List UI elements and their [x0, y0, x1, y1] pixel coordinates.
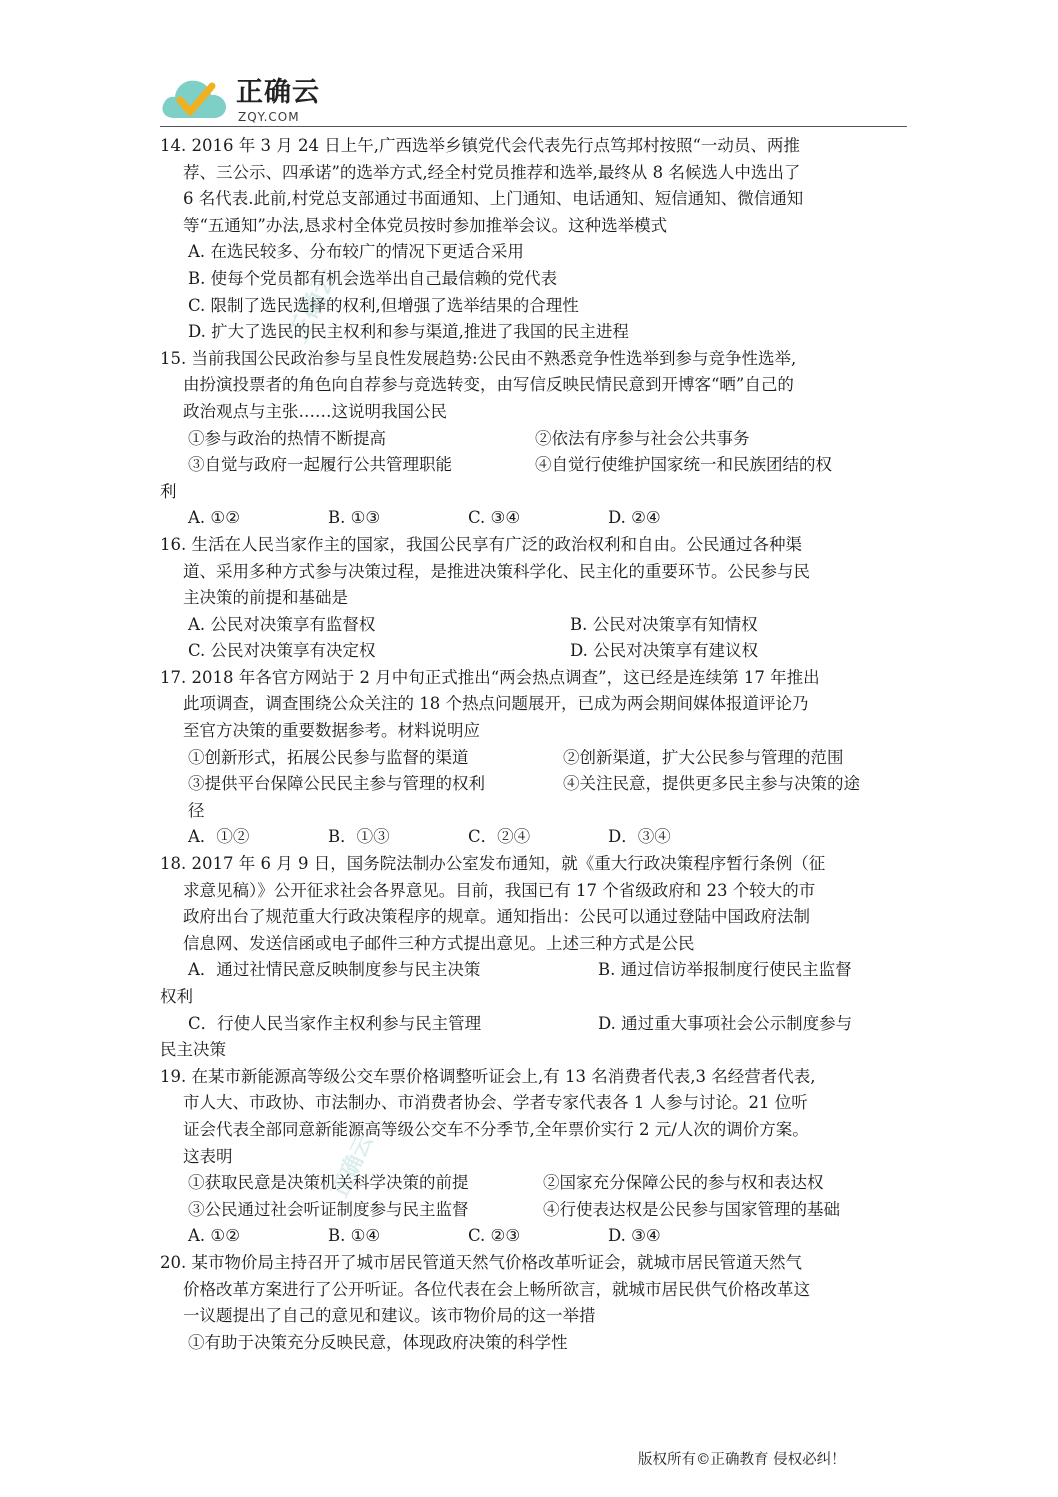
- statement: ④关注民意，提供更多民主参与决策的途: [563, 774, 860, 794]
- option-row: [160, 638, 902, 665]
- wrapped-text: 民主决策: [160, 1040, 226, 1060]
- question-text-line: 6 名代表.此前,村党总支部通过书面通知、上门通知、电话通知、短信通知、微信通知: [183, 189, 804, 209]
- answer-option: A．通过社情民意反映制度参与民主决策: [188, 960, 481, 980]
- choice: A. ①②: [188, 508, 240, 528]
- choice: C．②④: [468, 827, 531, 847]
- question-text-line: 信息网、发送信函或电子邮件三种方式提出意见。上述三种方式是公民: [183, 933, 695, 953]
- question-list: [160, 133, 902, 1356]
- answer-option: B. 使每个党员都有机会选举出自己最信赖的党代表: [188, 268, 558, 288]
- question-text-line: 政府出台了规范重大行政决策程序的规章。通知指出：公民可以通过登陆中国政府法制: [183, 907, 810, 927]
- choice: D. ③④: [608, 1226, 661, 1246]
- choice: C. ②③: [468, 1226, 521, 1246]
- question-text-line: 20. 某市物价局主持召开了城市居民管道天然气价格改革听证会，就城市居民管道天然气: [160, 1252, 802, 1272]
- statement: ①有助于决策充分反映民意，体现政府决策的科学性: [188, 1332, 568, 1352]
- question-text-line: 19. 在某市新能源高等级公交车票价格调整听证会上,有 13 名消费者代表,3 名经营者代表,: [160, 1066, 816, 1086]
- question-text-line: 18. 2017 年 6 月 9 日，国务院法制办公室发布通知，就《重大行政决策程序暂行条例（征: [160, 854, 826, 874]
- question-text-line: 政治观点与主张……这说明我国公民: [183, 401, 447, 421]
- option-row: [160, 1011, 902, 1038]
- answer-option: A. 在选民较多、分布较广的情况下更适合采用: [188, 242, 524, 262]
- choice: B．①③: [328, 827, 390, 847]
- question-text-line: 此项调查，调查围绕公众关注的 18 个热点问题展开，已成为两会期间媒体报道评论乃: [183, 694, 809, 714]
- statement-row: [160, 1197, 902, 1224]
- choice: A. ①②: [188, 1226, 240, 1246]
- question-15: [160, 346, 902, 532]
- answer-option: C．行使人民当家作主权利参与民主管理: [188, 1013, 482, 1033]
- statement: ②依法有序参与社会公共事务: [535, 428, 750, 448]
- statement: ④行使表达权是公民参与国家管理的基础: [543, 1199, 840, 1219]
- question-text-line: 16. 生活在人民当家作主的国家，我国公民享有广泛的政治权利和自由。公民通过各种渠: [160, 534, 802, 554]
- wrapped-text: 利: [160, 481, 177, 501]
- watermark: 正确云: [283, 263, 344, 348]
- answer-option: A. 公民对决策享有监督权: [188, 614, 376, 634]
- answer-option: C. 公民对决策享有决定权: [188, 641, 376, 661]
- choice: D．③④: [608, 827, 671, 847]
- wrapped-text: 径: [188, 800, 205, 820]
- question-text-line: 市人大、市政协、市法制办、市消费者协会、学者专家代表各 1 人参与讨论。21 位听: [183, 1093, 808, 1113]
- question-text-line: 这表明: [183, 1146, 233, 1166]
- watermark: 正确云: [327, 1131, 379, 1202]
- option-row: [160, 612, 902, 639]
- question-19: [160, 1064, 902, 1250]
- answer-option: D. 公民对决策享有建议权: [570, 641, 759, 661]
- question-text-line: 14. 2016 年 3 月 24 日上午,广西选举乡镇党代会代表先行点笃邦村按照“一动员、两推: [160, 136, 800, 155]
- statement-row: [160, 771, 902, 798]
- choice: A．①②: [188, 827, 250, 847]
- cloud-check-icon: [160, 74, 228, 122]
- page-header: [160, 74, 907, 128]
- question-17: [160, 665, 902, 851]
- question-text-line: 至官方决策的重要数据参考。材料说明应: [183, 721, 480, 741]
- statement-row: [160, 426, 902, 453]
- choice: B. ①④: [328, 1226, 381, 1246]
- question-text-line: 一议题提出了自己的意见和建议。该市物价局的这一举措: [183, 1306, 596, 1326]
- answer-option: D. 通过重大事项社会公示制度参与: [598, 1013, 853, 1033]
- option-row: [160, 957, 902, 984]
- statement-row: [160, 745, 902, 772]
- question-text-line: 17. 2018 年各官方网站于 2 月中旬正式推出“两会热点调查”，这已经是连续第 17 年推出: [160, 667, 820, 687]
- choice: D. ②④: [608, 508, 661, 528]
- question-text-line: 证会代表全部同意新能源高等级公交车不分季节,全年票价实行 2 元/人次的调价方案。: [183, 1119, 809, 1139]
- question-text-line: 15. 当前我国公民政治参与呈良性发展趋势:公民由不熟悉竞争性选举到参与竞争性选举,: [160, 348, 797, 368]
- question-text-line: 等“五通知”办法,恳求村全体党员按时参加推举会议。这种选举模式: [183, 215, 668, 235]
- statement: ④自觉行使维护国家统一和民族团结的权: [535, 455, 832, 475]
- answer-option: B. 公民对决策享有知情权: [570, 614, 758, 634]
- question-14: [160, 133, 902, 346]
- answer-option: B. 通过信访举报制度行使民主监督: [598, 960, 852, 980]
- answer-option: C. 限制了选民选择的权利,但增强了选举结果的合理性: [188, 295, 579, 315]
- brand-name: 正确云: [236, 77, 320, 108]
- question-text-line: 价格改革方案进行了公开听证。各位代表在会上畅所欲言，就城市居民供气价格改革这: [183, 1279, 810, 1299]
- question-18: [160, 851, 902, 1064]
- wrapped-text: 权利: [160, 987, 193, 1006]
- statement-row: [160, 1170, 902, 1197]
- choice: B. ①③: [328, 508, 381, 528]
- statement: ③自觉与政府一起履行公共管理职能: [188, 455, 452, 475]
- statement: ②国家充分保障公民的参与权和表达权: [543, 1173, 824, 1193]
- statement: ③公民通过社会听证制度参与民主监督: [188, 1199, 469, 1219]
- brand-domain: ZQY.COM: [238, 110, 300, 124]
- statement-row: [160, 452, 902, 479]
- question-20: [160, 1250, 902, 1356]
- statement: ②创新渠道，扩大公民参与管理的范围: [563, 747, 844, 767]
- question-text-line: 主决策的前提和基础是: [183, 588, 348, 608]
- choice-row: [160, 1223, 902, 1250]
- statement: ③提供平台保障公民民主参与管理的权利: [188, 774, 485, 794]
- statement: ①创新形式，拓展公民参与监督的渠道: [188, 747, 469, 767]
- question-text-line: 求意见稿）》公开征求社会各界意见。目前，我国已有 17 个省级政府和 23 个较大的市: [183, 880, 816, 900]
- header-divider: [160, 126, 907, 127]
- question-text-line: 荐、三公示、四承诺”的选举方式,经全村党员推荐和选举,最终从 8 名候选人中选出了: [183, 162, 801, 182]
- choice-row: [160, 505, 902, 532]
- copyright-footer: 版权所有©正确教育 侵权必纠！: [638, 1452, 846, 1468]
- answer-option: D. 扩大了选民的民主权利和参与渠道,推进了我国的民主进程: [188, 322, 629, 342]
- choice-row: [160, 824, 902, 851]
- question-text-line: 道、采用多种方式参与决策过程，是推进决策科学化、民主化的重要环节。公民参与民: [183, 561, 810, 581]
- question-16: [160, 532, 902, 665]
- question-text-line: 由扮演投票者的角色向自荐参与竞选转变，由写信反映民情民意到开博客“晒”自己的: [183, 375, 794, 395]
- statement: ①参与政治的热情不断提高: [188, 428, 386, 448]
- choice: C. ③④: [468, 508, 521, 528]
- statement: ①获取民意是决策机关科学决策的前提: [188, 1173, 469, 1193]
